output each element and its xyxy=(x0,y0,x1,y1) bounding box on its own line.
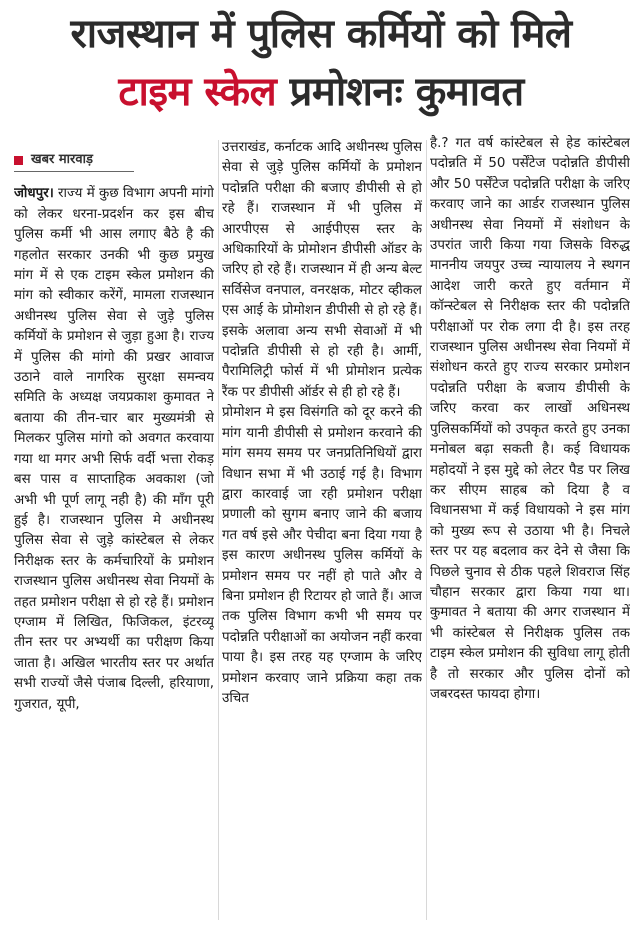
headline-line-1: राजस्थान में पुलिस कर्मियों को मिले xyxy=(70,11,572,57)
headline-rest: प्रमोशनः कुमावत xyxy=(276,69,524,115)
article-paragraph: है.? गत वर्ष कांस्टेबल से हेड कांस्टेबल पदोन्नति में 50 पर्सेंटेज पदोन्नति डीपीसी और 50 पर्सेंटेज पदोन्नति परीक्षा के जरिए करवाए जाने का आर्डर राजस्थान पुलिस अधीनस्थ सेवा नियमों में संशोधन के उपरांत जारी किया गया जिसके विरुद्ध माननीय जयपुर उच्च न्यायालय ने स्थगन आदेश जारी करते हुए वर्तमान में कॉन्स्टेबल से निरीक्षक स्तर की पदोन्नति परीक्षाओं पर रोक लगा दी है। इस तरह राजस्थान पुलिस अधीनस्थ सेवा नियमों में संशोधन करते हुए राज्य सरकार प्रमोशन पदोन्नति परीक्षा के बजाय डीपीसी के जरिए करवा कर लाखों अधिनस्थ पुलिसकर्मियों को उपकृत करते हुए उनका मनोबल बढ़ा सकती है। कई विधायक महोदयों ने इस मुद्दे को लेटर पैड पर लिख कर सीएम साहब को दिया है व विधानसभा में कई विधायको ने इस मांग को मुख्य रूप से उठाया भी है। निचले स्तर पर यह बदलाव कर देने से जैसा कि पिछले चुनाव से ठीक पहले शिवराज सिंह चौहान सरकार द्वारा किया गया था। कुमावत ने बताया की अगर राजस्थान में भी कांस्टेबल से निरीक्षक पुलिस तक टाइम स्केल प्रमोशन की सुविधा लागू होती है तो सरकार और पुलिस दोनों को जबरदस्त फायदा होगा। xyxy=(430,136,630,702)
article-column-3 xyxy=(430,134,630,914)
byline-text: खबर मारवाड़ xyxy=(31,152,93,167)
article-paragraph xyxy=(14,184,214,715)
byline xyxy=(14,150,134,172)
headline-highlight: टाइम स्केल xyxy=(118,69,277,115)
column-divider xyxy=(218,140,219,920)
article-column-2 xyxy=(222,138,422,918)
headline-line-2 xyxy=(0,64,642,120)
byline-square-icon xyxy=(14,156,23,165)
article-paragraph: प्रोमोशन मे इस विसंगति को दूर करने की मांग यानी डीपीसी से प्रमोशन करवाने की मांग समय समय पर जनप्रतिनिधियों द्वारा विधान सभा में भी उठाई गई है। विभाग द्वारा कारवाई जा रही प्रमोशन परीक्षा प्रणाली को सुगम बनाए जाने की बजाय गत वर्ष इसे और पेचीदा बना दिया गया है इस कारण अधीनस्थ पुलिस कर्मियों के प्रमोशन समय पर नहीं हो पाते और वे बिना प्रमोशन ही रिटायर हो जाते हैं। आज तक पुलिस विभाग कभी भी समय पर पदोन्नति परीक्षाओं का अयोजन नहीं करवा पाया है। इस तरह यह एग्जाम के जरिए प्रमोशन करवाए जाने प्रक्रिया कहा तक उचित xyxy=(222,405,422,706)
article-text: राज्य में कुछ विभाग अपनी मांगो को लेकर धरना-प्रदर्शन कर इस बीच पुलिस कर्मी भी आस लगाए बैठे है की गहलोत सरकार उनकी भी कुछ प्रमुख मांग में से एक टाइम स्केल प्रमोशन की मांग को स्वीकार करेंगें, मामला राजस्थान अधीनस्थ पुलिस सेवा से जुड़े पुलिस कर्मियों के प्रमोशन से जुड़ा हुआ है। राज्य में पुलिस की मांगो की प्रखर आवाज उठाने वाले नागरिक सुरक्षा समन्वय समिति के अध्यक्ष जयप्रकाश कुमावत ने बताया की तीन-चार बार मुख्यमंत्री से मिलकर पुलिस मांगो को अवगत करवाया गया था मगर अभी सिर्फ वर्दी भत्ता रोकड़ बस पास व साप्ताहिक अवकाश (जो अभी भी पूर्ण लागू नही है) की माँग पूरी हुई है। राजस्थान पुलिस मे अधीनस्थ पुलिस सेवा से जुड़े कांस्टेबल से लेकर निरीक्षक स्तर के कर्मचारियों के प्रमोशन राजस्थान पुलिस अधीनस्थ सेवा नियमों के तहत प्रमोशन परीक्षा से हो रहे हैं। प्रमोशन एग्जाम में लिखित, फिजिकल, इंटरव्यू तीन स्तर पर अभ्यर्थी का परीक्षण किया जाता है। अखिल भारतीय स्तर पर अर्थात सभी राज्यों जैसे पंजाब दिल्ली, हरियाणा, गुजरात, यूपी, xyxy=(14,186,214,712)
dateline: जोधपुर। xyxy=(14,186,54,202)
column-divider xyxy=(426,140,427,920)
article-column-1 xyxy=(14,150,214,930)
article-paragraph: उत्तराखंड, कर्नाटक आदि अधीनस्थ पुलिस सेवा से जुड़े पुलिस कर्मियों के प्रमोशन पदोन्नति परीक्षा की बजाए डीपीसी से हो रहे हैं। राजस्थान में भी पुलिस में आरपीएस से आईपीएस स्तर के अधिकारियों के प्रोमोशन डीपीसी ऑडर के जरिए हो रहे हैं। राजस्थान में ही अन्य बेल्ट सर्विसेज वनपाल, वनरक्षक, मोटर व्हीकल एस आई के प्रोमोशन डीपीसी से हो रहे हैं। इसके अलावा अन्य सभी सेवाओं में भी पदोन्नति डीपीसी से हो रही है। आर्मी, पैरामिलिट्री फोर्स में भी प्रोमोशन प्रत्येक रैंक पर डीपीसी ऑर्डर से ही हो रहे हैं। xyxy=(222,140,422,400)
